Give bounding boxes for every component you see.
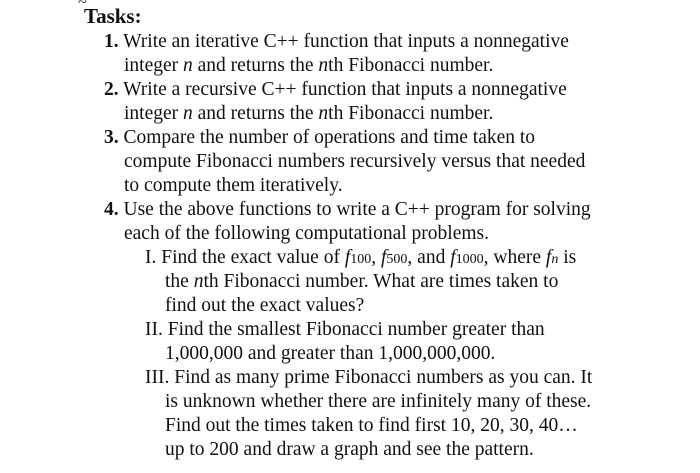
subtask-2-line-1: II. Find the smallest Fibonacci number greater than (145, 319, 545, 340)
subtask-3-numeral: III. (145, 367, 170, 388)
task-2-number: 2. (104, 79, 119, 100)
subtask-3-line-3: Find out the times taken to find first 10, 20, 30, 40… (165, 415, 578, 436)
subtask-1-line-3: find out the exact values? (165, 295, 365, 316)
task-3-number: 3. (104, 127, 119, 148)
task-2-text: Write a recursive C++ function that inputs a nonnegative (123, 79, 567, 100)
task-1-text: Write an iterative C++ function that inputs a nonnegative (123, 31, 569, 52)
subtask-3-line-2: is unknown whether there are infinitely many of these. (165, 391, 592, 412)
task-3-line-1 (104, 126, 535, 150)
task-2-line-1 (104, 78, 567, 102)
subtask-1-line-2: the nth Fibonacci number. What are times taken to (165, 271, 559, 292)
subtask-3-line-1: III. Find as many prime Fibonacci numbers as you can. It (145, 367, 593, 388)
task-3-line-3: to compute them iteratively. (124, 175, 343, 196)
task-1-line-2: integer n and returns the nth Fibonacci number. (124, 55, 494, 76)
crop-mark: ~ (78, 0, 87, 11)
subtask-2-numeral: II. (145, 319, 163, 340)
subtask-1-numeral: I. (145, 247, 157, 268)
task-4-number: 4. (104, 199, 119, 220)
task-3-text: Compare the number of operations and time taken to (123, 127, 536, 148)
subtask-3-line-4: up to 200 and draw a graph and see the pattern. (165, 439, 534, 460)
task-4-line-2: each of the following computational problems. (124, 223, 489, 244)
task-4-text: Use the above functions to write a C++ program for solving (123, 199, 591, 220)
task-3-line-2: compute Fibonacci numbers recursively versus that needed (124, 151, 586, 172)
tasks-heading: Tasks: (84, 4, 142, 28)
task-2-line-2: integer n and returns the nth Fibonacci number. (124, 103, 494, 124)
task-1-number: 1. (104, 31, 119, 52)
subtask-1-line-1: I. Find the exact value of f100, f500, and f1000, where fn is (145, 247, 577, 268)
task-4-line-1 (104, 198, 591, 222)
task-1-line-1 (104, 30, 569, 54)
subtask-2-line-2: 1,000,000 and greater than 1,000,000,000. (165, 343, 496, 364)
